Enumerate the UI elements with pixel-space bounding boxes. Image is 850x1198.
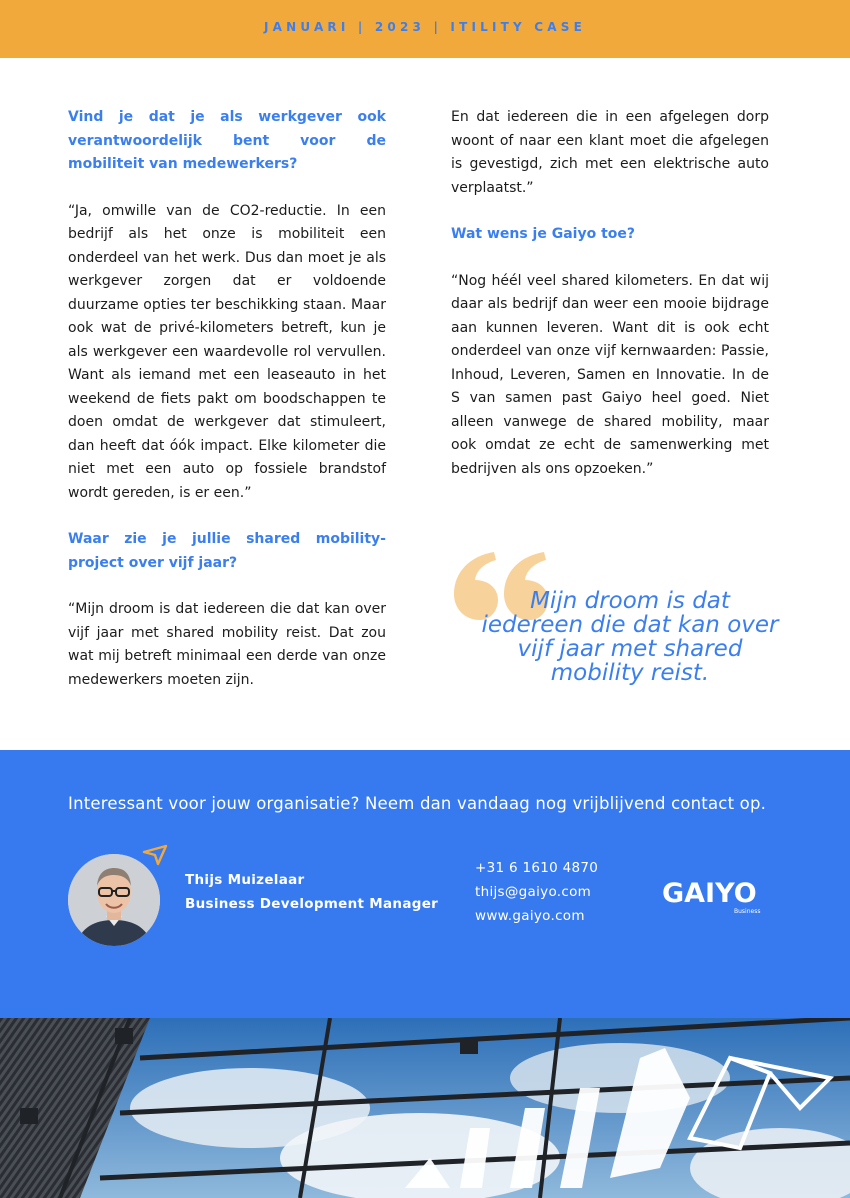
building-photo (0, 1018, 850, 1198)
contact-email[interactable]: thijs@gaiyo.com (475, 884, 592, 900)
right-column (451, 106, 769, 504)
question-2: Waar zie je jullie shared mobility-project over vijf jaar? (68, 531, 386, 571)
contact-phone[interactable]: +31 6 1610 4870 (475, 860, 599, 876)
header-text: JANUARI | 2023 | ITILITY CASE (263, 20, 587, 34)
pull-quote (450, 548, 780, 698)
logo-sub: Business (734, 908, 761, 915)
arrow-icon (142, 844, 168, 866)
left-column (68, 106, 386, 715)
contact-person (185, 868, 438, 916)
question-3: Wat wens je Gaiyo toe? (451, 226, 636, 242)
cta-headline: Interessant voor jouw organisatie? Neem dan vandaag nog vrijblijvend contact op. (68, 794, 767, 813)
question-1: Vind je dat je als werkgever ook verantwoordelijk bent voor de mobiliteit van medewerkers? (68, 109, 386, 172)
gaiyo-logo (662, 878, 772, 918)
contact-website[interactable]: www.gaiyo.com (475, 908, 585, 924)
top-header-bar (0, 0, 850, 58)
pull-quote-text: Mijn droom is dat iedereen die dat kan over vijf jaar met shared mobility reist. (481, 588, 779, 686)
avatar (68, 854, 160, 946)
contact-role: Business Development Manager (185, 896, 439, 912)
contact-panel (0, 750, 850, 1018)
contact-details (475, 856, 598, 928)
answer-3: “Nog héél veel shared kilometers. En dat wij daar als bedrijf dan weer een mooie bijdrage aan kunnen leveren. Want dit is ook echt onderdeel van onze vijf kernwaarden: Passie, Inhoud, Leveren, Samen en Innovatie. In de S van samen past Gaiyo heel goed. Niet alleen vanwege de shared mobility, maar ook omdat ze echt de samenwerking met bedrijven als ons opzoeken.” (451, 272, 769, 477)
answer-1: “Ja, omwille van de CO2-reductie. In een bedrijf als het onze is mobiliteit een onderdeel van het werk. Dus dan moet je als werkgever zorgen dat er voldoende duurzame opties ter beschikking staan. Maar ook wat de privé-kilometers betreft, kun je als werkgever een waardevolle rol vervullen. Want als iemand met een leaseauto in het weekend de fiets pakt om boodschappen te doen omdat de werkgever dat stimuleert, dan heeft dat óók impact. Elke kilometer die niet met een auto op fossiele brandstof wordt gereden, is er een.” (68, 202, 386, 501)
answer-2: “Mijn droom is dat iedereen die dat kan over vijf jaar met shared mobility reist. Dat zou wat mij betreft minimaal een derde van onze medewerkers moeten zijn. (68, 601, 386, 688)
answer-2-continued: En dat iedereen die in een afgelegen dorp woont of naar een klant moet die afgelegen is gevestigd, zich met een elektrische auto verplaatst.” (451, 109, 769, 196)
logo-word: GAIYO (662, 878, 757, 909)
contact-name: Thijs Muizelaar (185, 872, 305, 888)
